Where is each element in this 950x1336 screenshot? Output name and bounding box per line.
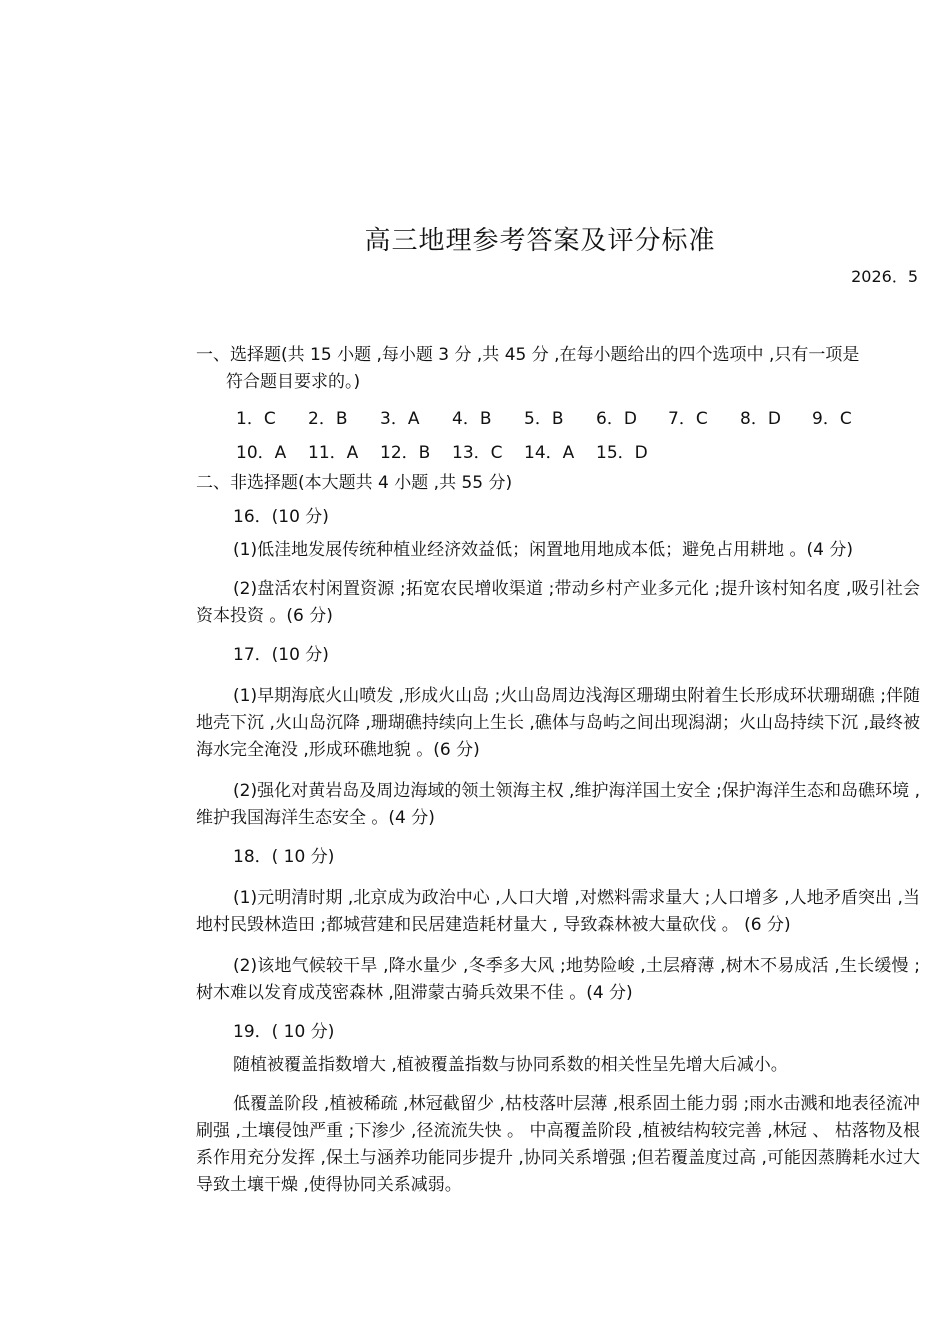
section-free-response (196, 470, 920, 1199)
answer-item: 3．A (380, 408, 420, 429)
page-title: 高三地理参考答案及评分标准 (364, 226, 716, 256)
question-18-part-2: (2)该地气候较干旱 ,降水量少 ,冬季多大风 ;地势险峻 ,土层瘠薄 ,树木不易成活 ,生长缓慢 ;树木难以发育成茂密森林 ,阻滞蒙古骑兵效果不佳 。(4 分) (196, 956, 920, 1003)
section2-heading: 二、非选择题(本大题共 4 小题 ,共 55 分) (196, 473, 513, 493)
section1-heading: 一、选择题(共 15 小题 ,每小题 3 分 ,共 45 分 ,在每小题给出的四个选项中 ,只有一项是 (196, 345, 860, 365)
answer-item: 11．A (308, 442, 359, 463)
question-17-part-2: (2)强化对黄岩岛及周边海域的领土领海主权 ,维护海洋国土安全 ;保护海洋生态和岛礁环境 ,维护我国海洋生态安全 。(4 分) (196, 781, 920, 828)
answer-item: 10．A (236, 442, 287, 463)
question-16-part-1: (1)低洼地发展传统种植业经济效益低；闲置地用地成本低；避免占用耕地 。(4 分) (233, 540, 853, 560)
question-18-heading: 18．( 10 分) (233, 847, 335, 867)
section-multiple-choice (196, 342, 920, 470)
question-18-part-1: (1)元明清时期 ,北京成为政治中心 ,人口大增 ,对燃料需求量大 ;人口增多 ,人地矛盾突出 ,当地村民毁林造田 ;都城营建和民居建造耗材量大 , 导致森林被大量砍伐 。 (6 分) (196, 888, 920, 935)
answer-row-2 (236, 436, 920, 470)
answer-item: 13．C (452, 442, 503, 463)
question-16-heading: 16．(10 分) (233, 507, 329, 527)
date-label: 2026．5 (851, 267, 918, 286)
answer-item: 7．C (668, 408, 708, 429)
answer-row-1 (236, 402, 920, 436)
answer-item: 9．C (812, 408, 852, 429)
answer-item: 15．D (596, 442, 648, 463)
answer-item: 12．B (380, 442, 431, 463)
answer-item: 6．D (596, 408, 637, 429)
answer-item: 14．A (524, 442, 575, 463)
question-19-heading: 19．( 10 分) (233, 1022, 335, 1042)
section1-heading-continued: 符合题目要求的。) (226, 372, 361, 392)
answer-item: 8．D (740, 408, 781, 429)
answer-content (196, 342, 920, 1199)
question-16-part-2: (2)盘活农村闲置资源 ;拓宽农民增收渠道 ;带动乡村产业多元化 ;提升该村知名度 ,吸引社会资本投资 。(6 分) (196, 579, 920, 626)
question-19-part-1: 随植被覆盖指数增大 ,植被覆盖指数与协同系数的相关性呈先增大后减小。 (233, 1055, 788, 1075)
answer-item: 4．B (452, 408, 492, 429)
answer-key (196, 402, 920, 470)
question-17-part-1: (1)早期海底火山喷发 ,形成火山岛 ;火山岛周边浅海区珊瑚虫附着生长形成环状珊瑚礁 ;伴随地壳下沉 ,火山岛沉降 ,珊瑚礁持续向上生长 ,礁体与岛屿之间出现潟湖；火山岛持续下沉 ,最终被海水完全淹没 ,形成环礁地貌 。(6 分) (196, 686, 920, 760)
answer-item: 5．B (524, 408, 564, 429)
question-17-heading: 17．(10 分) (233, 645, 329, 665)
answer-item: 2．B (308, 408, 348, 429)
answer-item: 1．C (236, 408, 276, 429)
question-19-part-2: 低覆盖阶段 ,植被稀疏 ,林冠截留少 ,枯枝落叶层薄 ,根系固土能力弱 ;雨水击溅和地表径流冲刷强 ,土壤侵蚀严重 ;下渗少 ,径流流失快 。 中高覆盖阶段 ,植被结构较完善 ,林冠 、 枯落物及根系作用充分发挥 ,保土与涵养功能同步提升 ,协同关系增强 ;但若覆盖度过高 ,可能因蒸腾耗水过大导致土壤干燥 ,使得协同关系减弱。 (196, 1094, 920, 1195)
